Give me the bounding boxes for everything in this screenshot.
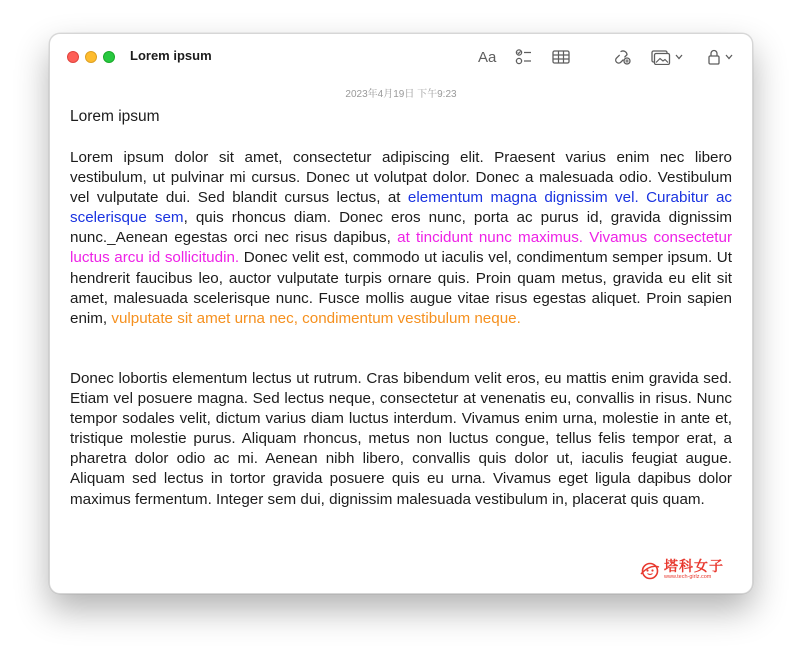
minimize-button[interactable] bbox=[85, 51, 97, 63]
notes-window bbox=[49, 33, 753, 594]
blue-text: elementum magna dignissim vel. Curabitur ac scelerisque sem bbox=[70, 189, 732, 227]
zoom-button[interactable] bbox=[103, 51, 115, 63]
chevron-down-icon bbox=[725, 54, 733, 60]
lock-button[interactable] bbox=[707, 46, 733, 68]
note-timestamp: 2023年4月19日 下午9:23 bbox=[345, 89, 457, 100]
collaborate-icon bbox=[614, 48, 632, 66]
chevron-down-icon bbox=[675, 54, 683, 60]
media-button[interactable] bbox=[651, 46, 683, 68]
format-icon: Aa bbox=[478, 48, 497, 66]
magenta-text: at tincidunt nunc maximus. Vivamus consectetur luctus arcu id sollicitudin. bbox=[70, 229, 733, 267]
paragraph-text: Lorem ipsum dolor sit amet, consectetur adipiscing elit. Praesent varius enim nec libero vestibulum, ut pulvinar mi cursus. Donec ut volutpat dolor. Donec a malesuada odio. Vestibulum vel vulputate dui. Sed blandit cursus lectus, at bbox=[70, 149, 732, 207]
checklist-icon bbox=[515, 48, 533, 66]
paragraph-text: , quis rhoncus diam. Donec eros nunc, porta ac purus id, gravida dignissim nunc._Aenean egestas orci nec risus dapibus, bbox=[70, 209, 732, 247]
note-paragraph-2[interactable]: Donec lobortis elementum lectus ut rutrum. Cras bibendum velit eros, eu mattis enim gravida sed. Etiam vel posuere magna. Sed lectus neque, consectetur at venenatis eu, convallis in risus. Nunc tempor sodales velit, dictum varius diam luctus interdum. Vivamus enim urna, molestie in ante et, tristique molestie purus. Aliquam rhoncus, metus non luctus congue, tellus felis tempor erat, a pharetra dolor odio ac mi. Aenean nibh libero, convallis quis dolor ut, iaculis feugiat augue. Aliquam sed lectus in tortor gravida posuere quis eu urna. Vivamus eget ligula dapibus dolor maximus fermentum. Integer sem dui, dignissim malesuada vestibulum in, placerat quis quam. bbox=[70, 370, 732, 508]
format-button[interactable] bbox=[478, 46, 496, 68]
paragraph-text: Donec velit est, commodo ut iaculis vel, condimentum semper ipsum. Ut hendrerit faucibus leo, auctor vulputate turpis ornare quis. Proin quam metus, gravida eu elit sit amet, malesuada scelerisque nunc. Fusce mollis augue vitae risus egestas aliquet. Proin sapien enim, bbox=[70, 249, 732, 327]
lock-icon bbox=[707, 49, 721, 65]
orange-text: vulputate sit amet urna nec, condimentum vestibulum neque. bbox=[111, 309, 521, 327]
table-button[interactable] bbox=[552, 46, 570, 68]
collaborate-button[interactable] bbox=[614, 46, 632, 68]
close-button[interactable] bbox=[67, 51, 79, 63]
media-icon bbox=[651, 49, 671, 65]
note-title[interactable]: Lorem ipsum bbox=[70, 108, 160, 125]
watermark-url: www.tech-girlz.com bbox=[664, 574, 712, 580]
note-paragraph-1[interactable] bbox=[70, 148, 732, 329]
table-icon bbox=[552, 49, 570, 65]
watermark bbox=[639, 557, 724, 583]
window-title: Lorem ipsum bbox=[130, 48, 212, 63]
checklist-button[interactable] bbox=[515, 46, 533, 68]
watermark-logo-icon bbox=[639, 559, 661, 581]
watermark-name: 塔科女子 bbox=[664, 558, 724, 574]
title-bar bbox=[50, 34, 752, 78]
